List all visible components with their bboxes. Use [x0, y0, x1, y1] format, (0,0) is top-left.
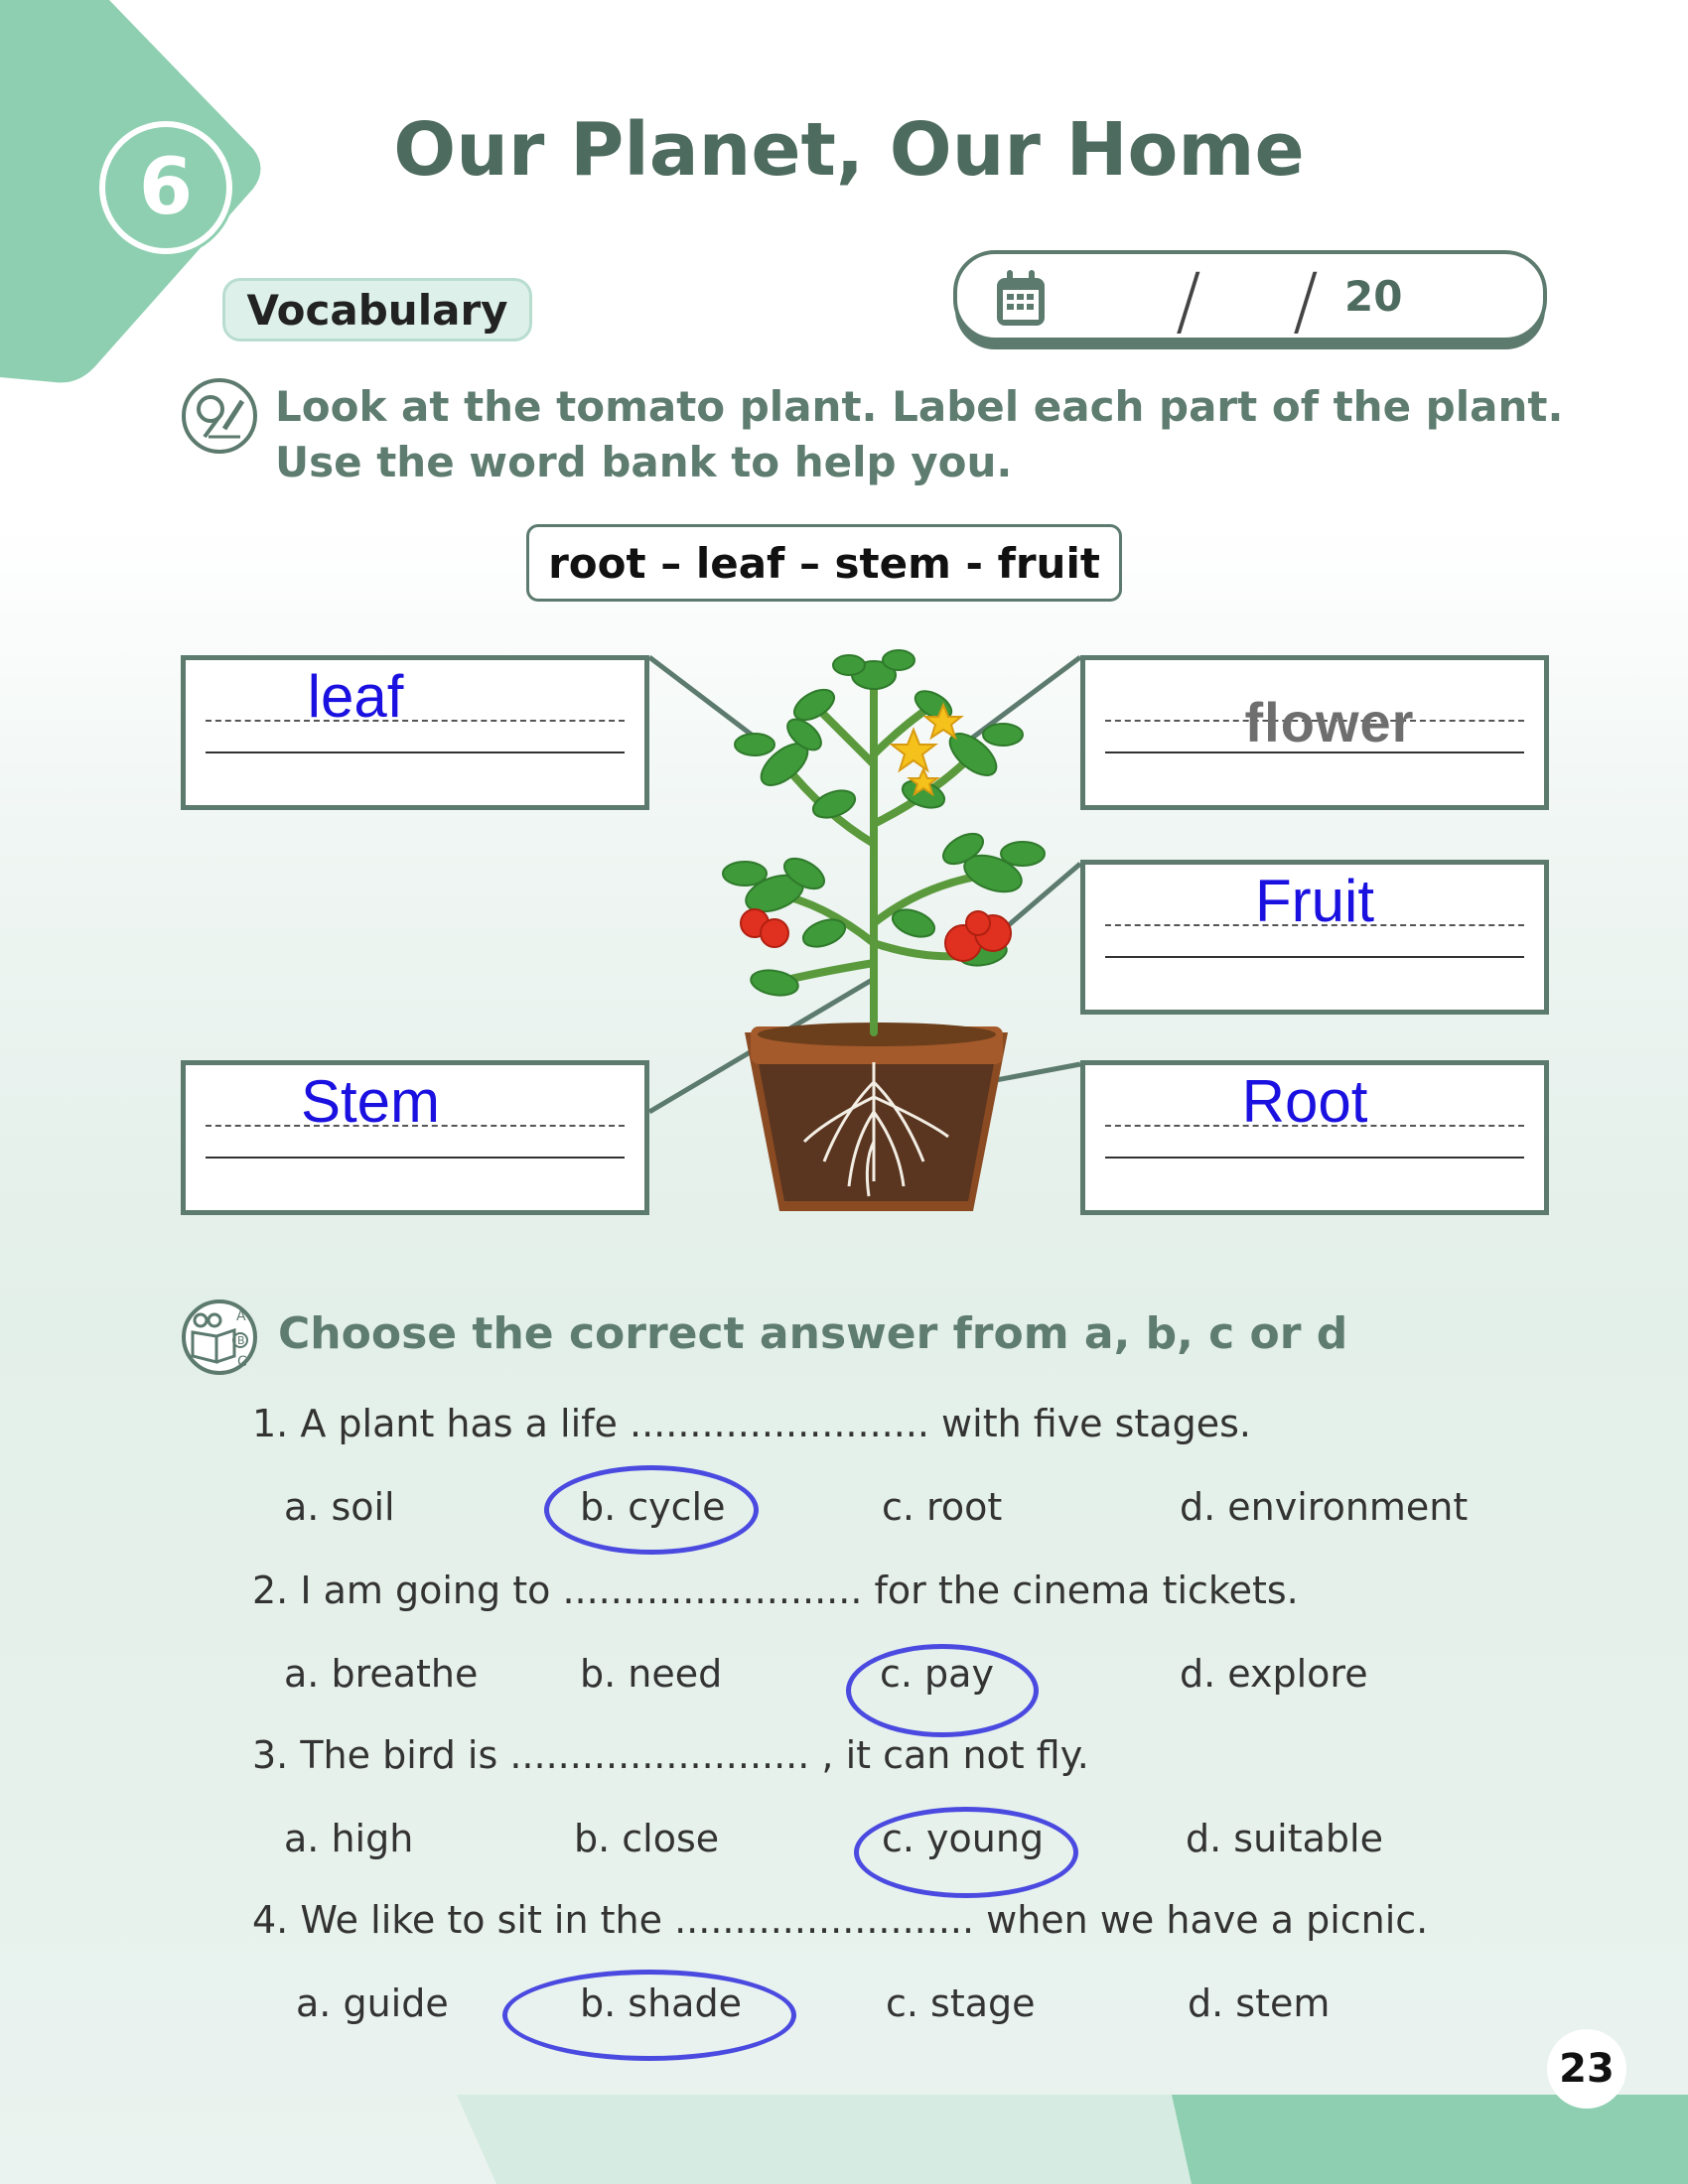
date-separator: / [1293, 256, 1319, 344]
label-box-root[interactable] [1080, 1060, 1549, 1215]
label-box-flower[interactable] [1080, 655, 1549, 810]
unit-number-badge: 6 [99, 121, 232, 254]
tomato-plant-illustration [675, 645, 1082, 1231]
date-year: 20 [1344, 272, 1403, 321]
section-tag: Vocabulary [222, 278, 532, 341]
option-a[interactable]: a. guide [296, 1981, 449, 2025]
page-number: 23 [1547, 2029, 1626, 2109]
question-3: 3. The bird is ......................... , it can not fly. [252, 1733, 1089, 1777]
question-2: 2. I am going to ......................... for the cinema tickets. [252, 1569, 1299, 1612]
label-answer: flower [1244, 691, 1415, 753]
question-4: 4. We like to sit in the ......................... when we have a picnic. [252, 1898, 1429, 1942]
option-a[interactable]: a. soil [284, 1485, 395, 1529]
label-answer: Stem [300, 1068, 441, 1135]
option-b[interactable]: b. close [574, 1817, 720, 1860]
label-answer: Fruit [1255, 868, 1374, 934]
svg-text:C: C [237, 1354, 247, 1370]
option-a[interactable]: a. high [284, 1817, 414, 1860]
word-bank: root – leaf – stem - fruit [526, 524, 1122, 602]
option-c[interactable]: c. pay [880, 1652, 994, 1696]
option-b[interactable]: b. need [580, 1652, 723, 1696]
instruction-line: Use the word bank to help you. [275, 438, 1013, 486]
label-box-leaf[interactable] [181, 655, 649, 810]
label-box-stem[interactable] [181, 1060, 649, 1215]
page-title: Our Planet, Our Home [393, 107, 1305, 193]
option-d[interactable]: d. explore [1180, 1652, 1368, 1696]
option-c[interactable]: c. stage [886, 1981, 1036, 2025]
option-d[interactable]: d. stem [1188, 1981, 1331, 2025]
option-c[interactable]: c. root [882, 1485, 1003, 1529]
instruction-line: Look at the tomato plant. Label each part of the plant. [275, 382, 1564, 431]
option-d[interactable]: d. environment [1180, 1485, 1469, 1529]
bottom-decoration [0, 2095, 1688, 2184]
question-1: 1. A plant has a life ......................... with five stages. [252, 1402, 1251, 1445]
option-c[interactable]: c. young [882, 1817, 1045, 1860]
svg-text:A: A [236, 1308, 246, 1324]
option-b[interactable]: b. shade [580, 1981, 742, 2025]
label-answer: Root [1241, 1068, 1368, 1135]
exercise2-instruction: Choose the correct answer from a, b, c or d [278, 1308, 1348, 1359]
label-box-fruit[interactable] [1080, 860, 1549, 1015]
label-answer: leaf [307, 663, 404, 730]
option-a[interactable]: a. breathe [284, 1652, 479, 1696]
svg-text:B: B [237, 1334, 245, 1347]
option-b[interactable]: b. cycle [580, 1485, 726, 1529]
option-d[interactable]: d. suitable [1186, 1817, 1383, 1860]
abc-book-icon [179, 1297, 260, 1378]
date-separator: / [1176, 256, 1201, 344]
